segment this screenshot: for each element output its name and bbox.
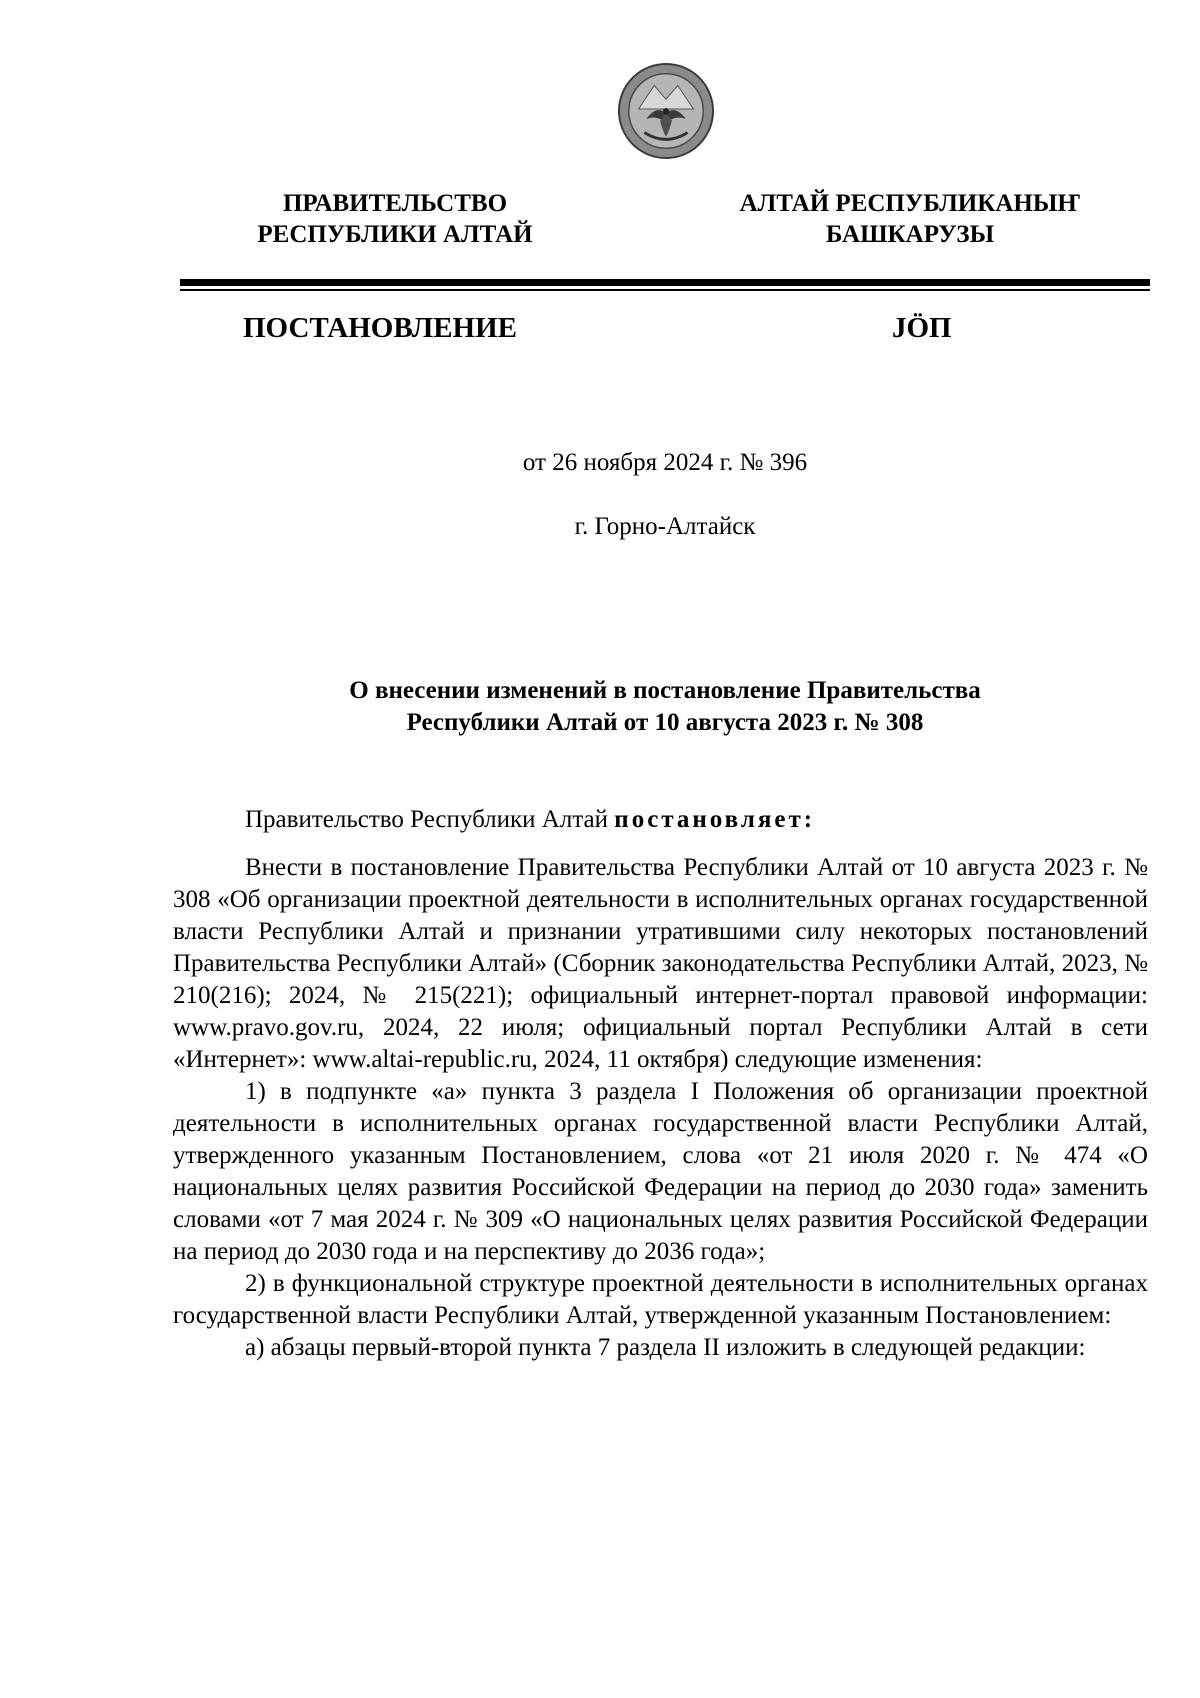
paragraph-item-2a: а) абзацы первый-второй пункта 7 раздела II изложить в следующей редакции: xyxy=(245,1334,1086,1361)
issuer-line-1: ПРАВИТЕЛЬСТВО xyxy=(282,190,508,217)
doc-type-russian: ПОСТАНОВЛЕНИЕ xyxy=(243,312,518,344)
issuer-name-russian xyxy=(180,188,610,250)
issuer-line-2: РЕСПУБЛИКИ АЛТАЙ xyxy=(257,221,533,248)
paragraph-amendments: Внести в постановление Правительства Республики Алтай от 10 августа 2023 г. № 308 «Об организации проектной деятельности в исполнительных органах государственной власти Республики Алтай и признании утратившими силу некоторых постановлений Правительства Республики Алтай» (Сборник законодательства Республики Алтай, 2023, № 210(216); 2024, № 215(221); официальный интернет-портал правовой информации: www.pravo.gov.ru, 2024, 22 июля; официальный портал Республики Алтай в сети «Интернет»: www.altai-republic.ru, 2024, 11 октября) следующие изменения: xyxy=(173,854,1148,1073)
document-date-number: от 26 ноября 2024 г. № 396 xyxy=(522,449,808,476)
coat-of-arms-icon xyxy=(617,62,715,160)
doc-type-altai: JÖП xyxy=(892,312,952,344)
paragraph-item-2: 2) в функциональной структуре проектной деятельности в исполнительных органах государственной власти Республики Алтай, утвержденной указанным Постановлением: xyxy=(173,1270,1148,1329)
document-title xyxy=(180,675,1150,739)
title-line-1: О внесении изменений в постановление Правительства xyxy=(349,677,981,704)
document-body xyxy=(173,804,1148,1364)
header-divider-thick xyxy=(180,279,1150,286)
issuer-altai-line-2: БАШКАРУЗЫ xyxy=(825,221,995,248)
intro-emphasis: постановляет: xyxy=(614,806,816,833)
title-line-2: Республики Алтай от 10 августа 2023 г. № 308 xyxy=(406,709,924,736)
header-divider-thin xyxy=(180,289,1150,291)
paragraph-item-1: 1) в подпункте «а» пункта 3 раздела I Положения об организации проектной деятельности в исполнительных органах государственной власти Республики Алтай, утвержденного указанным Постановлением, слова «от 21 июля 2020 г. № 474 «О национальных целях развития Российской Федерации на период до 2030 года» заменить словами «от 7 мая 2024 г. № 309 «О национальных целях развития Российской Федерации на период до 2030 года и на перспективу до 2036 года»; xyxy=(173,1078,1148,1265)
issuer-altai-line-1: АЛТАЙ РЕСПУБЛИКАНЫҤ xyxy=(739,190,1081,217)
issuer-name-altai xyxy=(700,188,1120,250)
resolution-intro xyxy=(173,804,1148,836)
document-city: г. Горно-Алтайск xyxy=(574,513,756,540)
intro-text: Правительство Республики Алтай xyxy=(245,806,615,833)
